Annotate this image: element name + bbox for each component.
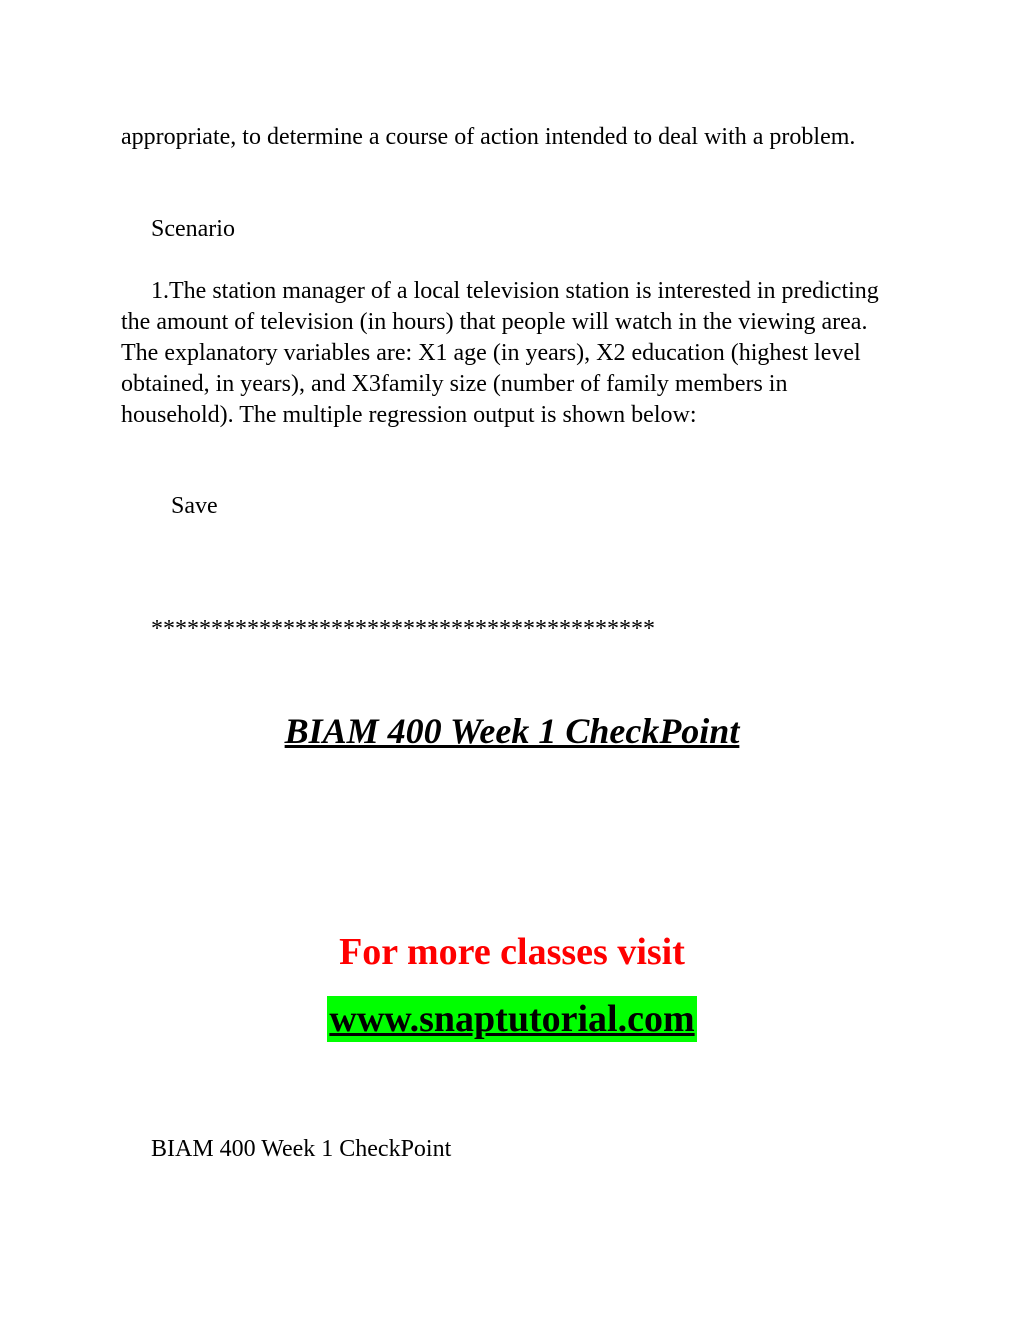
scenario-paragraph: 1.The station manager of a local television station is interested in predicting the amount of television (in hours) that people will watch in the viewing area. The explanatory variables are: X1 age (in years), X2 education (highest level obtained, in years), and X3family size (number of family members in household). The multiple regression output is shown below:	[121, 278, 879, 428]
snaptutorial-link[interactable]: www.snaptutorial.com	[329, 998, 695, 1040]
document-heading: BIAM 400 Week 1 CheckPoint	[284, 711, 740, 751]
promo-text: For more classes visit	[339, 931, 685, 973]
footer-title: BIAM 400 Week 1 CheckPoint	[151, 1136, 452, 1162]
link-container	[0, 996, 1024, 1042]
intro-paragraph: appropriate, to determine a course of action intended to deal with a problem.	[121, 124, 856, 150]
save-text: Save	[171, 493, 218, 519]
scenario-label: Scenario	[151, 216, 235, 242]
separator-line: ******************************************	[151, 616, 655, 642]
